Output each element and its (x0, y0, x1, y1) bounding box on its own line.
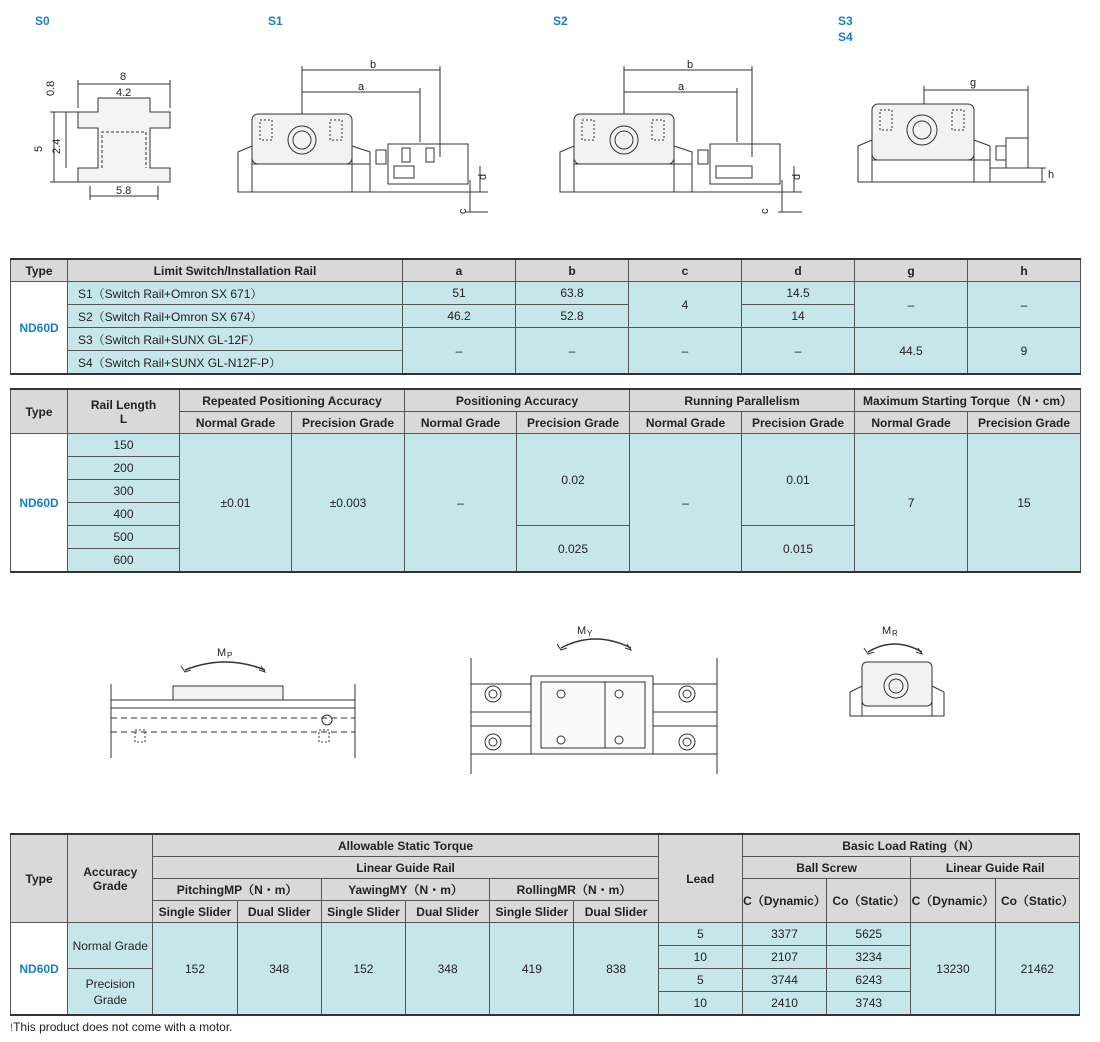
r-dual-cell: 838 (574, 923, 658, 1016)
dim-d: d (477, 173, 489, 180)
motor-note (10, 1020, 233, 1034)
mp-label: M (217, 647, 227, 659)
lg-co-cell: 21462 (995, 923, 1079, 1016)
bs-c-cell: 3377 (742, 923, 826, 946)
s2-end-view-diagram (552, 59, 822, 222)
h-cell: 9 (968, 328, 1081, 375)
sub-single: Single Slider (153, 901, 237, 923)
length-cell: 200 (68, 457, 180, 480)
sub-precision: Precision Grade (292, 412, 405, 434)
col-lead: Lead (658, 834, 742, 923)
desc-cell: S3（Switch Rail+SUNX GL-12F） (68, 328, 403, 351)
col-lg-c: C（Dynamic） (911, 879, 995, 923)
p-dual-cell: 348 (237, 923, 321, 1016)
lg-c-cell: 13230 (911, 923, 995, 1016)
b-cell: 52.8 (516, 305, 629, 328)
table-row (11, 434, 1081, 457)
col-b: b (516, 259, 629, 282)
lead-cell: 5 (658, 923, 742, 946)
desc-cell: S1（Switch Rail+Omron SX 671） (68, 282, 403, 305)
desc-cell: S2（Switch Rail+Omron SX 674） (68, 305, 403, 328)
dim-c: c (759, 208, 771, 214)
lead-cell: 10 (658, 992, 742, 1016)
lead-cell: 5 (658, 969, 742, 992)
c-cell: – (629, 328, 742, 375)
length-cell: 150 (68, 434, 180, 457)
col-rail-length (68, 389, 180, 434)
col-bs-c: C（Dynamic） (742, 879, 826, 923)
r-single-cell: 419 (490, 923, 574, 1016)
label-s3: S3 (838, 14, 853, 28)
rep-precision-cell: ±0.003 (292, 434, 405, 573)
type-cell: ND60D (11, 434, 68, 573)
g-cell: – (855, 282, 968, 328)
label-s0: S0 (35, 14, 50, 28)
par-precision-cell: 0.015 (742, 526, 855, 573)
mp-sub: P (227, 651, 233, 660)
length-cell: 300 (68, 480, 180, 503)
accuracy-table (10, 388, 1081, 573)
col-accuracy-grade: Accuracy Grade (68, 834, 153, 923)
sub-dual: Dual Slider (237, 901, 321, 923)
col-starting-torque: Maximum Starting Torque（N・cm） (855, 389, 1081, 412)
sub-single: Single Slider (490, 901, 574, 923)
col-bs-co: Co（Static） (827, 879, 911, 923)
rep-normal-cell: ±0.01 (180, 434, 292, 573)
y-dual-cell: 348 (406, 923, 490, 1016)
bs-c-cell: 3744 (742, 969, 826, 992)
sub-precision: Precision Grade (517, 412, 630, 434)
dim-d: d (791, 173, 803, 180)
dim-4-2: 4.2 (116, 87, 132, 99)
precision-grade-cell: Precision Grade (68, 969, 153, 1016)
rail-cross-section-diagram (30, 68, 190, 208)
warning-icon: ! (10, 1022, 14, 1034)
b-cell: 63.8 (516, 282, 629, 305)
label-s4: S4 (838, 30, 853, 44)
dim-h: h (1048, 169, 1055, 181)
col-g: g (855, 259, 968, 282)
rolling-moment-diagram (840, 622, 950, 722)
col-rolling: RollingMR（N・m） (490, 879, 658, 901)
limit-switch-table (10, 258, 1081, 375)
my-sub: Y (587, 629, 593, 638)
pos-precision-cell: 0.025 (517, 526, 630, 573)
dim-0-8: 0.8 (45, 80, 57, 96)
rail-length-label: Rail Length (90, 397, 157, 412)
type-cell: ND60D (11, 282, 68, 375)
my-label: M (577, 625, 587, 637)
dim-g: g (970, 77, 977, 89)
col-yawing: YawingMY（N・m） (321, 879, 489, 901)
length-cell: 600 (68, 549, 180, 573)
sub-single: Single Slider (321, 901, 405, 923)
sub-dual: Dual Slider (406, 901, 490, 923)
dim-a: a (358, 81, 365, 93)
sub-normal: Normal Grade (405, 412, 517, 434)
col-repeated-accuracy: Repeated Positioning Accuracy (180, 389, 405, 412)
pos-precision-cell: 0.02 (517, 434, 630, 526)
label-s1: S1 (268, 14, 283, 28)
col-basic-load-rating: Basic Load Rating（N） (742, 834, 1079, 857)
bs-c-cell: 2410 (742, 992, 826, 1016)
sub-dual: Dual Slider (574, 901, 658, 923)
dim-5: 5 (33, 145, 45, 152)
col-running-parallelism: Running Parallelism (630, 389, 855, 412)
torque-normal-cell: 7 (855, 434, 968, 573)
dim-a: a (678, 81, 685, 93)
normal-grade-cell: Normal Grade (68, 923, 153, 969)
bs-co-cell: 6243 (827, 969, 911, 992)
par-precision-cell: 0.01 (742, 434, 855, 526)
a-cell: – (403, 328, 516, 375)
sub-normal: Normal Grade (630, 412, 742, 434)
d-cell: 14.5 (742, 282, 855, 305)
dim-8: 8 (120, 71, 127, 83)
bs-co-cell: 3234 (827, 946, 911, 969)
pos-normal-cell: – (405, 434, 517, 573)
bs-co-cell: 3743 (827, 992, 911, 1016)
col-type: Type (11, 389, 68, 434)
col-a: a (403, 259, 516, 282)
c-cell: 4 (629, 282, 742, 328)
col-linear-guide-rail-2: Linear Guide Rail (911, 857, 1080, 879)
sub-normal: Normal Grade (855, 412, 968, 434)
length-cell: 400 (68, 503, 180, 526)
table-row (11, 328, 1081, 351)
col-type: Type (11, 834, 68, 923)
b-cell: – (516, 328, 629, 375)
yawing-moment-diagram (465, 622, 725, 780)
table-row (11, 282, 1081, 305)
d-cell: – (742, 328, 855, 375)
s1-end-view-diagram (230, 59, 500, 222)
label-s2: S2 (553, 14, 568, 28)
col-pitching: PitchingMP（N・m） (153, 879, 321, 901)
g-cell: 44.5 (855, 328, 968, 375)
mr-label: M (882, 625, 892, 637)
col-d: d (742, 259, 855, 282)
col-c: c (629, 259, 742, 282)
sub-precision: Precision Grade (742, 412, 855, 434)
s3-s4-end-view-diagram (850, 74, 1060, 194)
rail-length-unit: L (119, 411, 128, 426)
a-cell: 46.2 (403, 305, 516, 328)
col-positioning-accuracy: Positioning Accuracy (405, 389, 630, 412)
desc-cell: S4（Switch Rail+SUNX GL-N12F-P） (68, 351, 403, 375)
pitching-moment-diagram (105, 640, 365, 770)
sub-normal: Normal Grade (180, 412, 292, 434)
col-h: h (968, 259, 1081, 282)
col-linear-guide-rail: Linear Guide Rail (153, 857, 658, 879)
dim-c: c (457, 208, 469, 214)
col-lg-co: Co（Static） (995, 879, 1079, 923)
bs-c-cell: 2107 (742, 946, 826, 969)
a-cell: 51 (403, 282, 516, 305)
p-single-cell: 152 (153, 923, 237, 1016)
type-cell: ND60D (11, 923, 68, 1016)
lead-cell: 10 (658, 946, 742, 969)
sub-precision: Precision Grade (968, 412, 1081, 434)
col-type: Type (11, 259, 68, 282)
mr-sub: R (892, 629, 898, 638)
col-limit-switch: Limit Switch/Installation Rail (68, 259, 403, 282)
bs-co-cell: 5625 (827, 923, 911, 946)
par-normal-cell: – (630, 434, 742, 573)
col-allowable-static-torque: Allowable Static Torque (153, 834, 658, 857)
table-row (11, 923, 1080, 946)
length-cell: 500 (68, 526, 180, 549)
dim-5-8: 5.8 (116, 185, 132, 197)
col-ball-screw: Ball Screw (742, 857, 910, 879)
note-text: This product does not come with a motor. (13, 1020, 233, 1034)
dim-b: b (370, 59, 377, 71)
torque-load-table (10, 833, 1080, 1016)
h-cell: – (968, 282, 1081, 328)
dim-b: b (687, 59, 694, 71)
d-cell: 14 (742, 305, 855, 328)
y-single-cell: 152 (321, 923, 405, 1016)
dim-2-4: 2.4 (51, 138, 63, 154)
torque-precision-cell: 15 (968, 434, 1081, 573)
